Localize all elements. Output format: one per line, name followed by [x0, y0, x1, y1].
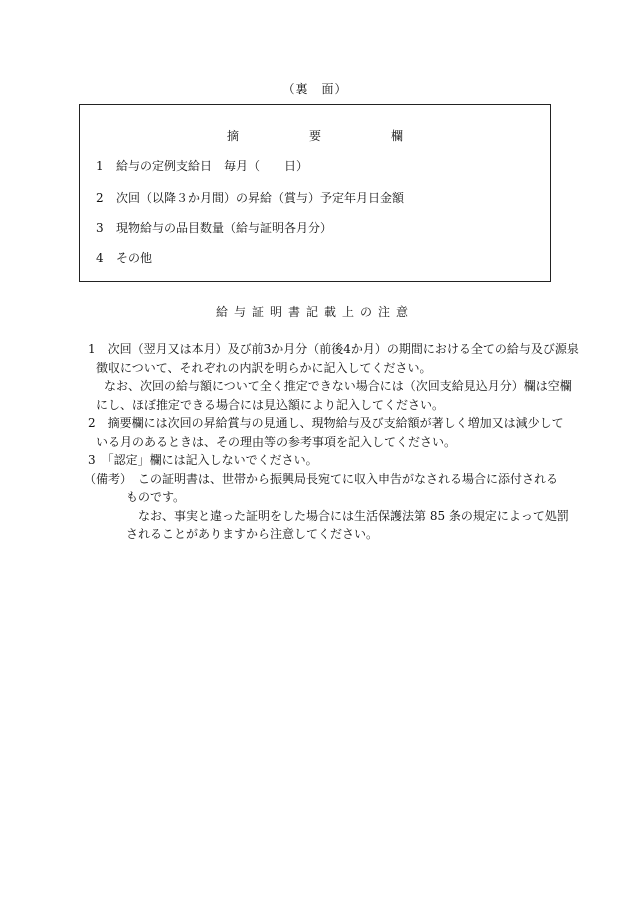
summary-item: [96, 249, 152, 266]
note-line: （備考） この証明書は、世帯から振興局長宛てに収入申告がなされる場合に添付される: [84, 471, 559, 486]
page-heading: （裏 面）: [282, 82, 348, 96]
note-line: 2 摘要欄には次回の昇給賞与の見通し、現物給与及び支給額が著しく増加又は減少して: [88, 416, 564, 430]
summary-item-number: 1: [96, 159, 104, 173]
summary-item-text: その他: [116, 251, 153, 265]
note-line: なお、事実と違った証明をした場合には生活保護法第 85 条の規定によって処罰: [138, 508, 569, 523]
note-line: いる月のあるときは、その理由等の参考事項を記入してください。: [96, 434, 457, 449]
summary-item-number: 2: [96, 191, 104, 205]
summary-title-char: 摘: [226, 129, 239, 143]
summary-item: [96, 157, 308, 174]
note-line: されることがありますから注意してください。: [126, 527, 379, 541]
note-line: ものです。: [126, 490, 186, 504]
summary-title: [80, 127, 550, 144]
summary-item-text: 次回（以降３か月間）の昇給（賞与）予定年月日金額: [116, 191, 405, 205]
summary-item-number: 3: [96, 221, 104, 235]
summary-item-number: 4: [96, 251, 104, 265]
summary-item: [96, 219, 332, 236]
note-line: なお、次回の給与額について全く推定できない場合には（次回支給見込月分）欄は空欄: [104, 379, 572, 393]
note-line: 3 「認定」欄には記入しないでください。: [88, 453, 318, 467]
notes-title: 給与証明書記載上の注意: [215, 305, 414, 319]
summary-title-char: 要: [308, 129, 321, 143]
summary-item-text: 現物給与の品目数量（給与証明各月分）: [116, 221, 333, 235]
note-line: 1 次回（翌月又は本月）及び前3か月分（前後4か月）の期間における全ての給与及び源泉: [88, 342, 579, 356]
summary-box: [79, 104, 551, 282]
summary-item: [96, 189, 404, 206]
notes-body: [84, 340, 579, 544]
note-line: 徴収について、それぞれの内訳を明らかに記入してください。: [96, 360, 432, 375]
summary-item-text: 給与の定例支給日 毎月（ 日）: [116, 159, 309, 173]
note-line: にし、ほぼ推定できる場合には見込額により記入してください。: [96, 397, 445, 412]
summary-title-char: 欄: [391, 129, 404, 143]
